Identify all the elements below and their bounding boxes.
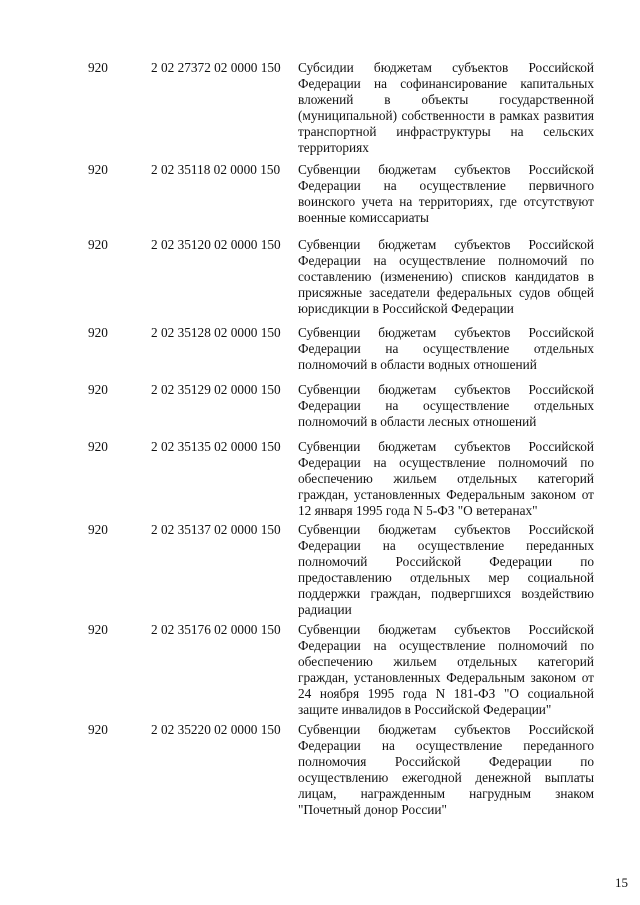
table-row xyxy=(0,522,640,622)
admin-code-cell: 920 xyxy=(88,622,108,637)
admin-code-cell: 920 xyxy=(88,60,108,75)
admin-code-cell: 920 xyxy=(88,439,108,454)
table-row xyxy=(0,622,640,722)
admin-code-cell: 920 xyxy=(88,722,108,737)
budget-code-cell: 2 02 35135 02 0000 150 xyxy=(151,439,281,454)
admin-code-cell: 920 xyxy=(88,162,108,177)
admin-code-cell: 920 xyxy=(88,382,108,397)
admin-code-cell: 920 xyxy=(88,325,108,340)
budget-code-cell: 2 02 27372 02 0000 150 xyxy=(151,60,281,75)
description-cell: Субвенции бюджетам субъектов Российской Федерации на осуществление переданных полномочий Российской Федерации по предоставлению отдельных мер социальной поддержки граждан, подвергшихся воздействию радиации xyxy=(298,522,594,617)
description-cell: Субвенции бюджетам субъектов Российской Федерации на осуществление отдельных полномочий в области лесных отношений xyxy=(298,382,594,429)
table-row xyxy=(0,325,640,382)
budget-code-cell: 2 02 35176 02 0000 150 xyxy=(151,622,281,637)
budget-code-cell: 2 02 35128 02 0000 150 xyxy=(151,325,281,340)
budget-code-table xyxy=(0,60,640,822)
description-cell: Субвенции бюджетам субъектов Российской Федерации на осуществление полномочий по обеспечению жильем отдельных категорий граждан, установленных Федеральным законом от 12 января 1995 года N 5-ФЗ "О ветеранах" xyxy=(298,439,594,518)
description-cell: Субвенции бюджетам субъектов Российской Федерации на осуществление переданного полномочия Российской Федерации по осуществлению ежегодной денежной выплаты лицам, награжденным нагрудным знаком "Почетный донор России" xyxy=(298,722,594,817)
page-number: 15 xyxy=(615,875,628,890)
description-cell: Субвенции бюджетам субъектов Российской Федерации на осуществление полномочий по обеспечению жильем отдельных категорий граждан, установленных Федеральным законом от 24 ноября 1995 года N 181-ФЗ "О социальной защите инвалидов в Российской Федерации" xyxy=(298,622,594,717)
table-row xyxy=(0,439,640,522)
description-cell: Субвенции бюджетам субъектов Российской Федерации на осуществление полномочий по составлению (изменению) списков кандидатов в присяжные заседатели федеральных судов общей юрисдикции в Российской Федерации xyxy=(298,237,594,316)
budget-code-cell: 2 02 35137 02 0000 150 xyxy=(151,522,281,537)
table-row xyxy=(0,162,640,237)
budget-code-cell: 2 02 35120 02 0000 150 xyxy=(151,237,281,252)
description-cell: Субвенции бюджетам субъектов Российской Федерации на осуществление отдельных полномочий в области водных отношений xyxy=(298,325,594,372)
admin-code-cell: 920 xyxy=(88,237,108,252)
description-cell: Субсидии бюджетам субъектов Российской Федерации на софинансирование капитальных вложений в объекты государственной (муниципальной) собственности в рамках развития транспортной инфраструктуры на сельских территориях xyxy=(298,60,594,155)
table-row xyxy=(0,382,640,439)
budget-code-cell: 2 02 35129 02 0000 150 xyxy=(151,382,281,397)
table-row xyxy=(0,60,640,162)
admin-code-cell: 920 xyxy=(88,522,108,537)
description-cell: Субвенции бюджетам субъектов Российской Федерации на осуществление первичного воинского учета на территориях, где отсутствуют военные комиссариаты xyxy=(298,162,594,225)
budget-code-cell: 2 02 35220 02 0000 150 xyxy=(151,722,281,737)
table-row xyxy=(0,722,640,822)
budget-code-cell: 2 02 35118 02 0000 150 xyxy=(151,162,281,177)
table-row xyxy=(0,237,640,325)
